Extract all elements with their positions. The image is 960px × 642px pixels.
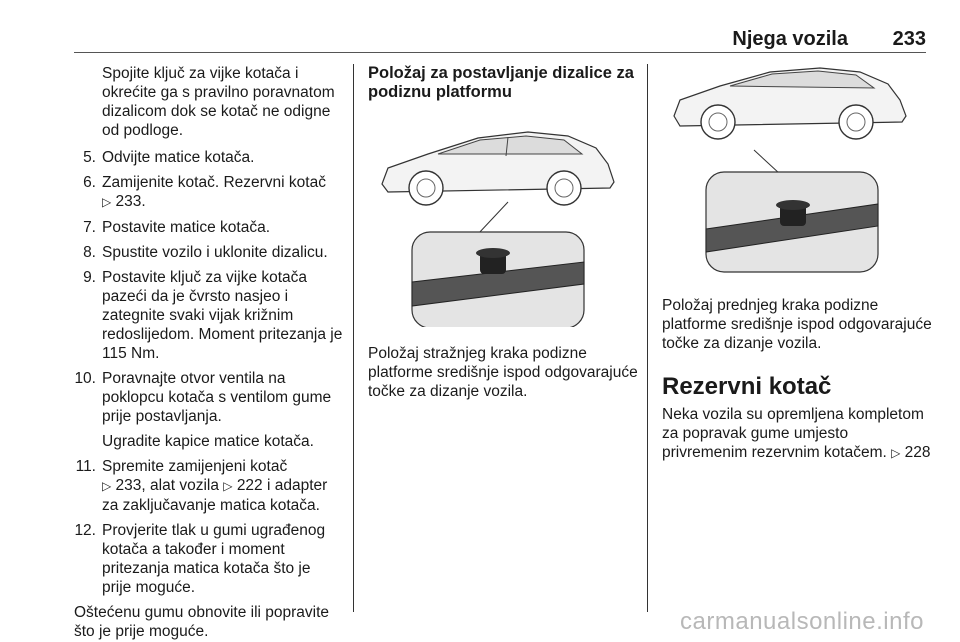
step4-continuation: Spojite ključ za vijke kotača i okrećite ga s pravilno poravnatom dizalicom dok se kotač ne odigne od podloge. xyxy=(102,65,335,139)
page-reference-link[interactable]: 233. xyxy=(115,193,146,210)
step-number: 10. xyxy=(74,370,96,387)
step-12 xyxy=(74,521,344,597)
column-right xyxy=(662,64,932,463)
step-number: 11. xyxy=(75,458,96,475)
page-header xyxy=(74,28,926,52)
section-text: Neka vozila su opremljena kompletom za popravak gume umjesto privremenim rezervnim kotačem. xyxy=(662,406,924,461)
reference-icon[interactable]: ▷ xyxy=(102,195,112,209)
column-left xyxy=(74,64,344,641)
step-number: 5. xyxy=(83,149,96,166)
page-reference-link[interactable]: 233, alat vozila xyxy=(115,477,219,494)
step-number: 9. xyxy=(83,269,96,286)
step-text: Spustite vozilo i uklonite dizalicu. xyxy=(102,244,328,261)
step-text-main: Zamijenite kotač. Rezervni kotač xyxy=(102,174,326,191)
step-text: Postavite ključ za vijke kotača pazeći da je čvrsto nasjeo i zategnite svaki vijak križnim redoslijedom. Moment pritezanja je 115 Nm. xyxy=(102,269,343,362)
step-number: 6. xyxy=(83,174,96,191)
step-7 xyxy=(74,218,344,237)
header-divider xyxy=(74,52,926,53)
step-9 xyxy=(74,268,344,363)
section-paragraph xyxy=(662,405,932,463)
step-text: Poravnajte otvor ventila na poklopcu kotača s ventilom gume prije postavljanja. xyxy=(102,370,332,425)
page-number: 233 xyxy=(892,28,926,50)
step-text xyxy=(102,173,344,212)
step-number: 8. xyxy=(83,244,96,261)
step-number: 7. xyxy=(83,219,96,236)
step-5 xyxy=(74,148,344,167)
step-10-subtext: Ugradite kapice matice kotača. xyxy=(102,433,314,450)
figure-caption: Položaj stražnjeg kraka podizne platforme središnje ispod odgovarajuće točke za dizanje vozila. xyxy=(368,345,638,400)
step-text: Provjerite tlak u gumi ugrađenog kotača a također i moment pritezanja matica kotača što je prije moguće. xyxy=(102,522,326,596)
chapter-title: Njega vozila xyxy=(732,28,848,50)
column-divider xyxy=(353,64,354,612)
section-title: Rezervni kotač xyxy=(662,373,832,400)
step-text xyxy=(102,457,344,515)
closing-paragraph: Oštećenu gumu obnovite ili popravite što je prije moguće. xyxy=(74,604,330,640)
reference-icon[interactable]: ▷ xyxy=(223,479,233,493)
step-text: Postavite matice kotača. xyxy=(102,219,270,236)
column-divider xyxy=(647,64,648,612)
step-10 xyxy=(74,369,344,426)
rear-lift-arm-illustration xyxy=(368,112,634,332)
column-middle xyxy=(368,64,638,401)
step-11 xyxy=(74,457,344,515)
step-8 xyxy=(74,243,344,262)
reference-icon[interactable]: ▷ xyxy=(891,446,901,460)
step-text: Odvijte matice kotača. xyxy=(102,149,255,166)
reference-icon[interactable]: ▷ xyxy=(102,479,112,493)
step-6 xyxy=(74,173,344,212)
page-reference-link[interactable]: 228 xyxy=(904,444,931,461)
section-heading: Položaj za postavljanje dizalice za podiznu platformu xyxy=(368,64,634,101)
page-reference-link[interactable]: 222 i adapter za zaključavanje matica kotača. xyxy=(102,477,328,514)
figure-caption: Položaj prednjeg kraka podizne platforme središnje ispod odgovarajuće točke za dizanje vozila. xyxy=(662,297,932,352)
step-text-main: Spremite zamijenjeni kotač xyxy=(102,458,288,475)
watermark: carmanualsonline.info xyxy=(680,608,924,635)
front-lift-arm-illustration xyxy=(662,64,928,284)
step-number: 12. xyxy=(74,522,96,539)
